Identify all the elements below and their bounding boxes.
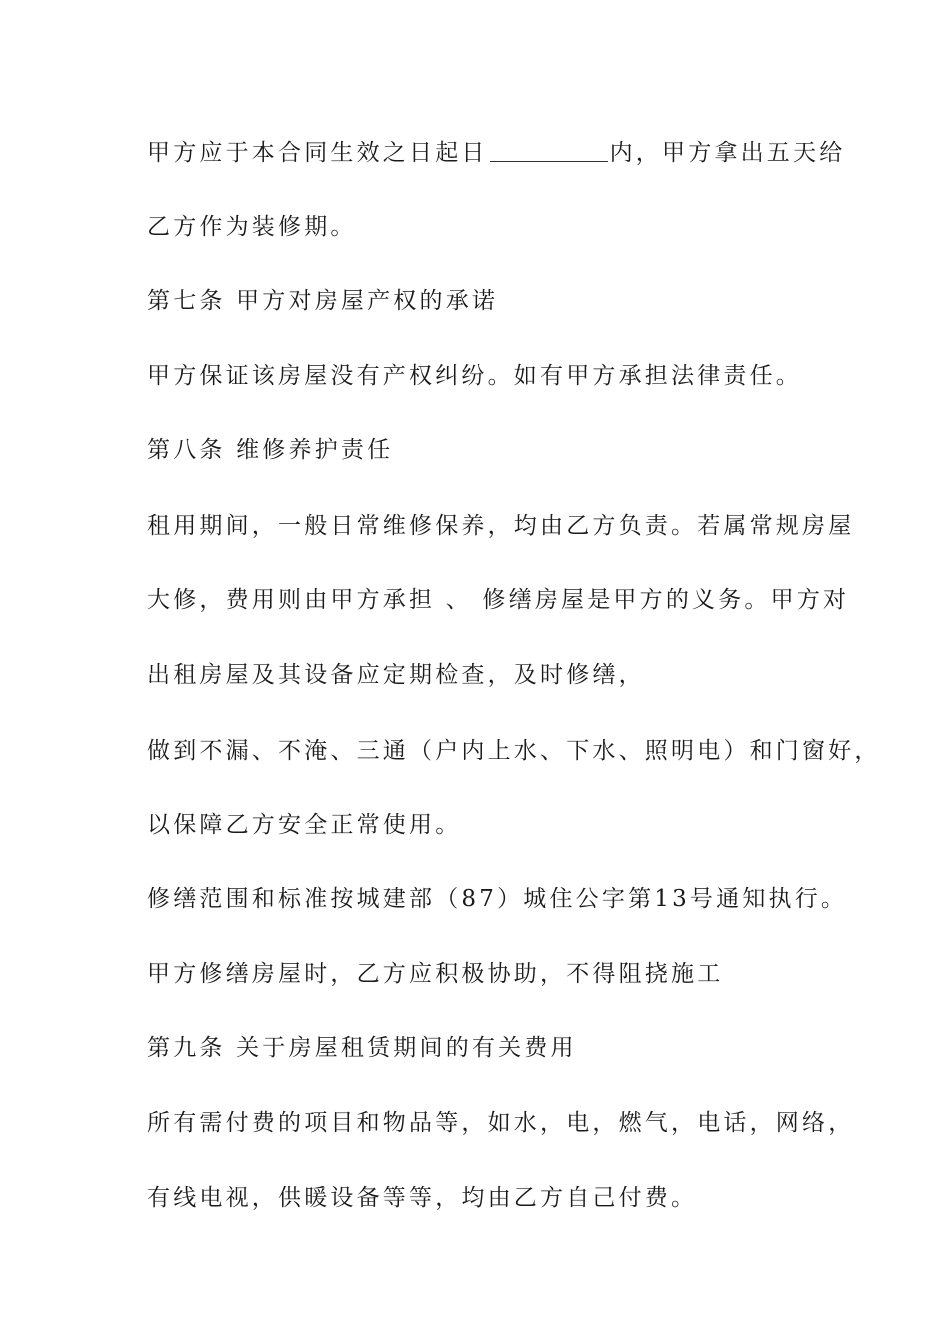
text-line-6: 租用期间，一般日常维修保养，均由乙方负责。若属常规房屋	[147, 513, 855, 539]
text-line-11: 修缮范围和标准按城建部（87）城住公字第13号通知执行。	[147, 886, 848, 912]
text-line-2: 乙方作为装修期。	[147, 214, 357, 240]
text-line-10: 以保障乙方安全正常使用。	[147, 812, 462, 838]
text-line-4: 甲方保证该房屋没有产权纠纷。如有甲方承担法律责任。	[147, 363, 802, 389]
article-8-heading: 第八条 维修养护责任	[147, 437, 394, 463]
text-line-14: 所有需付费的项目和物品等，如水，电，燃气，电话，网络，	[147, 1110, 855, 1136]
article-7-heading: 第七条 甲方对房屋产权的承诺	[147, 288, 499, 314]
text-line-12: 甲方修缮房屋时，乙方应积极协助，不得阻挠施工	[147, 961, 724, 987]
article-9-heading: 第九条 关于房屋租赁期间的有关费用	[147, 1035, 577, 1061]
text-line-1	[147, 139, 845, 167]
text-line-1-after: 内，甲方拿出五天给	[609, 140, 846, 166]
text-line-8: 出租房屋及其设备应定期检查，及时修缮，	[147, 662, 645, 688]
fill-in-blank	[490, 141, 608, 162]
text-line-7: 大修，费用则由甲方承担 、 修缮房屋是甲方的义务。甲方对	[147, 587, 850, 613]
text-line-15: 有线电视，供暖设备等等，均由乙方自己付费。	[147, 1185, 698, 1211]
text-line-1-before: 甲方应于本合同生效之日起日	[147, 140, 488, 166]
text-line-9: 做到不漏、不淹、三通（户内上水、下水、照明电）和门窗好，	[147, 738, 881, 764]
